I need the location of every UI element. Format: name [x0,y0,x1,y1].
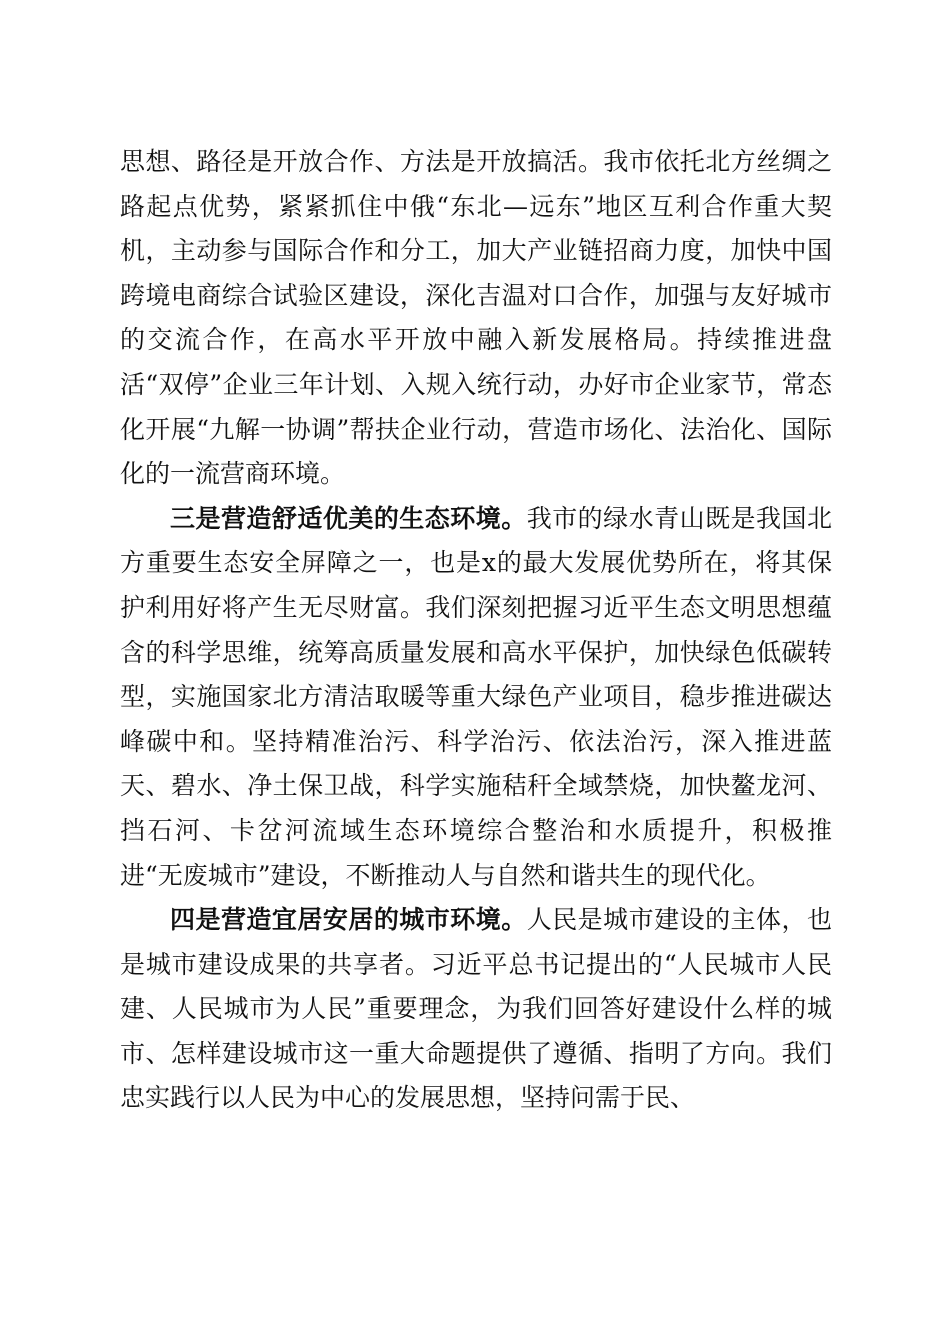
paragraph-lead-heading: 三是营造舒适优美的生态环境。 [170,503,527,533]
paragraph-body: 思想、路径是开放合作、方法是开放搞活。我市依托北方丝绸之路起点优势，紧紧抓住中俄“东北—远东”地区互利合作重大契机，主动参与国际合作和分工，加大产业链招商力度，加快中国跨境电商综合试验区建设，深化吉温对口合作，加强与友好城市的交流合作，在高水平开放中融入新发展格局。持续推进盘活“双停”企业三年计划、入规入统行动，办好市企业家节，常态化开展“九解一协调”帮扶企业行动，营造市场化、法治化、国际化的一流营商环境。 [120,147,832,489]
paragraph-body: 人民是城市建设的主体，也是城市建设成果的共享者。习近平总书记提出的“人民城市人民建、人民城市为人民”重要理念，为我们回答好建设什么样的城市、怎样建设城市这一重大命题提供了遵循、指明了方向。我们忠实践行以人民为中心的发展思想，坚持问需于民、 [120,905,832,1113]
paragraph-lead-heading: 四是营造宜居安居的城市环境。 [170,905,527,935]
paragraph-open-cooperation [120,140,832,497]
paragraph-body: 我市的绿水青山既是我国北方重要生态安全屏障之一，也是x的最大发展优势所在，将其保护利用好将产生无尽财富。我们深刻把握习近平生态文明思想蕴含的科学思维，统筹高质量发展和高水平保护，加快绿色低碳转型，实施国家北方清洁取暖等重大绿色产业项目，稳步推进碳达峰碳中和。坚持精准治污、科学治污、依法治污，深入推进蓝天、碧水、净土保卫战，科学实施秸秆全域禁烧，加快鳌龙河、挡石河、卡岔河流域生态环境综合整治和水质提升，积极推进“无废城市”建设，不断推动人与自然和谐共生的现代化。 [120,503,832,890]
paragraph-urban-environment [120,898,832,1121]
paragraph-ecological-environment [120,497,832,898]
document-body [120,140,832,1121]
